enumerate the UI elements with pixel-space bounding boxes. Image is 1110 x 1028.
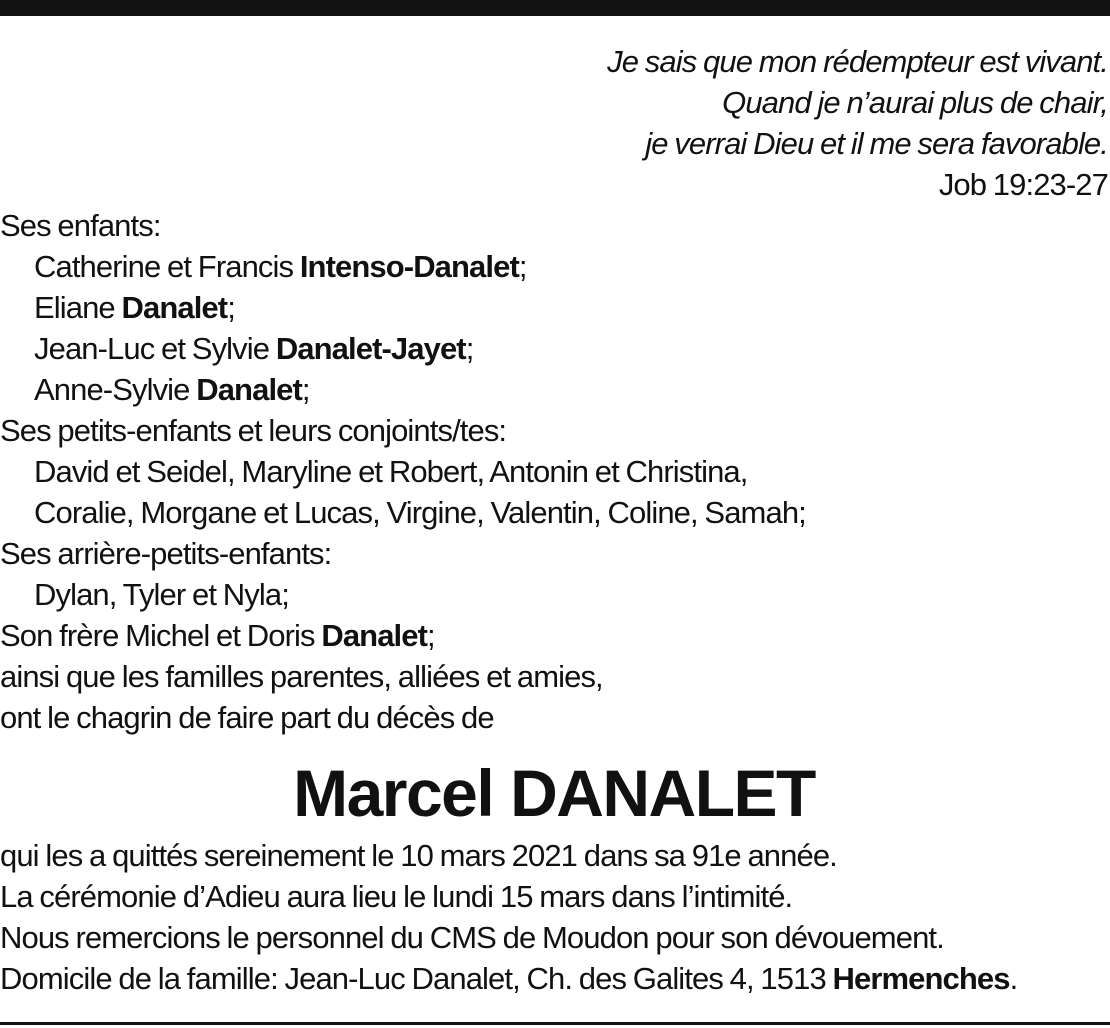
grandchildren-heading: Ses petits-enfants et leurs conjoints/tes: <box>0 413 507 448</box>
brother-entry <box>0 615 1108 656</box>
verse-line-1: Je sais que mon rédempteur est vivant. <box>607 44 1108 79</box>
verse-reference: Job 19:23-27 <box>938 167 1108 202</box>
details-line-2: La cérémonie d’Adieu aura lieu le lundi 15 mars dans l’intimité. <box>0 879 793 914</box>
child-given-names: Jean-Luc et Sylvie <box>34 331 276 366</box>
great-grandchildren-heading: Ses arrière-petits-enfants: <box>0 536 332 571</box>
child-entry <box>0 328 1108 369</box>
child-surname: Danalet-Jayet <box>275 331 466 366</box>
child-punct: ; <box>301 372 310 407</box>
domicile-line <box>0 958 1108 999</box>
details-line-1: qui les a quittés sereinement le 10 mars 2021 dans sa 91e année. <box>0 838 837 873</box>
domicile-town: Hermenches <box>832 961 1010 996</box>
brother-punct: ; <box>427 618 435 653</box>
verse-line-2: Quand je n’aurai plus de chair, <box>722 85 1108 120</box>
top-rule <box>0 0 1110 16</box>
brother-given-names: Son frère Michel et Doris <box>0 618 322 653</box>
bottom-rule <box>0 1022 1110 1025</box>
children-heading: Ses enfants: <box>0 208 161 243</box>
child-entry <box>0 287 1108 328</box>
child-punct: ; <box>518 249 527 284</box>
brother-surname: Danalet <box>321 618 428 653</box>
child-entry <box>0 369 1108 410</box>
verse-line-3: je verrai Dieu et il me sera favorable. <box>645 126 1108 161</box>
child-punct: ; <box>465 331 474 366</box>
details-line-3: Nous remercions le personnel du CMS de Moudon pour son dévouement. <box>0 920 944 955</box>
child-given-names: Catherine et Francis <box>34 249 300 284</box>
closing-line-1: ainsi que les familles parentes, alliées et amies, <box>0 659 603 694</box>
child-given-names: Eliane <box>34 290 122 325</box>
child-given-names: Anne-Sylvie <box>34 372 197 407</box>
domicile-punct: . <box>1009 961 1018 996</box>
child-surname: Intenso-Danalet <box>299 249 519 284</box>
great-grandchildren-line: Dylan, Tyler et Nyla; <box>34 577 289 612</box>
grandchildren-line-2: Coralie, Morgane et Lucas, Virgine, Valentin, Coline, Samah; <box>34 495 806 530</box>
deceased-name: Marcel DANALET <box>293 756 815 830</box>
closing-line-2: ont le chagrin de faire part du décès de <box>0 700 494 735</box>
child-entry <box>0 246 1108 287</box>
grandchildren-line-1: David et Seidel, Maryline et Robert, Antonin et Christina, <box>34 454 748 489</box>
child-punct: ; <box>227 290 235 325</box>
obituary-notice <box>0 41 1108 999</box>
child-surname: Danalet <box>196 372 302 407</box>
domicile-address: Domicile de la famille: Jean-Luc Danalet, Ch. des Galites 4, 1513 <box>0 961 833 996</box>
child-surname: Danalet <box>121 290 228 325</box>
